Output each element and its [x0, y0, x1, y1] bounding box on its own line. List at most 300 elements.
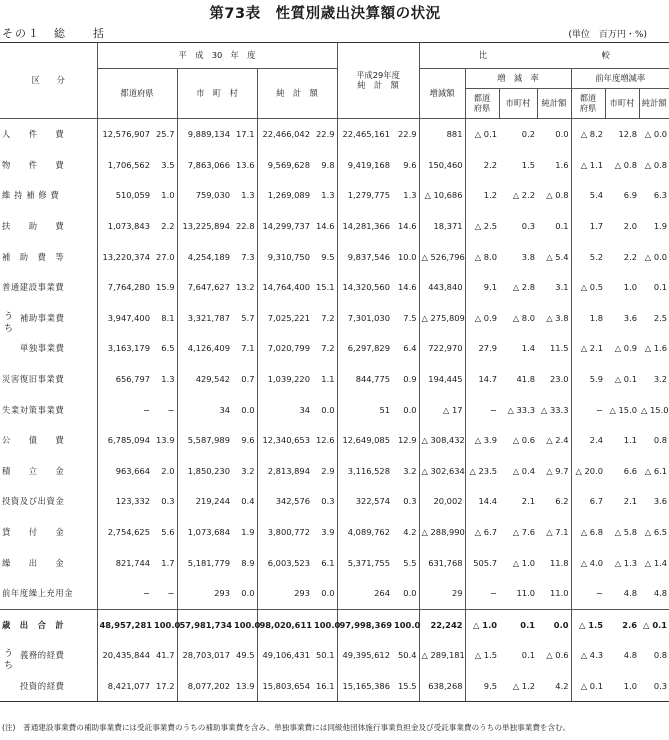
cell: 2.4: [589, 435, 603, 446]
cell: △ 2.4: [537, 425, 571, 456]
cell: 20,002: [419, 486, 465, 517]
cell: △ 9.7: [537, 456, 571, 487]
cell: 1.3: [312, 180, 337, 211]
table-row: [0, 180, 669, 211]
cell: △ 8.2: [580, 129, 603, 140]
row-label: 貸 付 金: [0, 517, 97, 548]
cell: 0.2: [521, 129, 535, 140]
cell: 638,268: [419, 671, 465, 702]
cell: 12.8: [618, 129, 637, 140]
cell: −: [490, 404, 497, 415]
cell: 821,744: [115, 557, 150, 568]
cell: 722,970: [419, 333, 465, 364]
cell: 2.2: [152, 211, 177, 242]
cell: 16.1: [312, 671, 337, 702]
cell: 12.9: [392, 425, 419, 456]
header-sub-pref-b: 都道 府県: [571, 89, 605, 119]
cell: 14,320,560: [342, 282, 390, 293]
header-shichoson: 市 町 村: [177, 69, 257, 119]
cell: 7.1: [232, 333, 257, 364]
table-row: [0, 211, 669, 242]
cell: 17.1: [232, 119, 257, 150]
cell: 49,395,612: [342, 650, 390, 661]
row-label: 失業対策事業費: [0, 394, 97, 425]
cell: △ 1.2: [499, 671, 537, 702]
cell: 1.0: [152, 180, 177, 211]
cell: 6.7: [589, 496, 603, 507]
row-label: 普通建設事業費: [0, 272, 97, 303]
cell: −: [596, 404, 603, 415]
cell: △ 0.1: [474, 129, 497, 140]
row-label: 投資及び出資金: [0, 486, 97, 517]
table-row: [0, 364, 669, 395]
cell: 8.9: [232, 547, 257, 578]
cell: 0.0: [537, 609, 571, 640]
header-comparison: 比 較: [419, 43, 669, 69]
cell: 100.0: [152, 609, 177, 640]
cell: △ 1.1: [580, 159, 603, 170]
header-todofuken: 都道府県: [97, 69, 177, 119]
cell: 12,576,907: [102, 129, 150, 140]
cell: 7,301,030: [347, 312, 390, 323]
table-row: [0, 241, 669, 272]
row-label: 義務的経費 う ち: [0, 640, 97, 671]
cell: 13.9: [232, 671, 257, 702]
cell: 0.3: [392, 486, 419, 517]
cell: 3.2: [392, 456, 419, 487]
cell: △ 15.0: [641, 404, 669, 415]
row-label: 補 助 費 等: [0, 241, 97, 272]
cell: 1,279,775: [347, 190, 390, 201]
cell: 1.5: [521, 159, 535, 170]
cell: 57,981,734: [179, 619, 232, 630]
cell: 0.0: [312, 394, 337, 425]
cell: 13,220,374: [102, 251, 150, 262]
cell: 0.8: [653, 650, 668, 661]
cell: 2.1: [521, 496, 535, 507]
cell: 1,269,089: [267, 190, 310, 201]
cell: 9,569,628: [267, 159, 310, 170]
cell: △ 5.8: [614, 527, 637, 538]
cell: 15,165,386: [337, 671, 392, 702]
cell: 8,077,202: [177, 671, 232, 702]
cell: 844,775: [355, 374, 390, 385]
cell: 2.2: [483, 159, 497, 170]
cell: △ 0.1: [643, 619, 668, 630]
cell: 48,957,281: [99, 619, 152, 630]
cell: 2.6: [622, 619, 637, 630]
cell: 9,837,546: [347, 251, 390, 262]
cell: 631,768: [419, 547, 465, 578]
cell: 4.2: [537, 671, 571, 702]
row-label: 投資的経費: [0, 671, 97, 702]
cell: △ 8.0: [512, 312, 535, 323]
table-row: [0, 333, 669, 364]
cell: 1.7: [589, 221, 603, 232]
cell: 3,321,787: [187, 312, 230, 323]
cell: 9.5: [312, 241, 337, 272]
cell: 759,030: [195, 190, 230, 201]
cell: 22.9: [312, 119, 337, 150]
table-row: [0, 303, 669, 334]
cell: 9,310,750: [267, 251, 310, 262]
cell: 14,281,366: [342, 221, 390, 232]
page-title: 第73表 性質別歳出決算額の状況: [209, 6, 441, 22]
cell: 3,163,179: [107, 343, 150, 354]
cell: 1.1: [312, 364, 337, 395]
cell: 1.1: [623, 435, 637, 446]
cell: 7,863,066: [187, 159, 230, 170]
cell: 3,947,400: [107, 312, 150, 323]
cell: 8.1: [152, 303, 177, 334]
cell: 10.0: [392, 241, 419, 272]
cell: 22,242: [419, 609, 465, 640]
cell: △ 7.1: [537, 517, 571, 548]
cell: 20,435,844: [102, 650, 150, 661]
table-row: [0, 456, 669, 487]
cell: 1.3: [392, 180, 419, 211]
cell: 2.2: [623, 251, 637, 262]
table-row: [0, 517, 669, 548]
cell: △ 8.0: [474, 251, 497, 262]
cell: 7,764,280: [107, 282, 150, 293]
table-row: [0, 671, 669, 702]
cell: 1,706,562: [107, 159, 150, 170]
cell: 7,020,799: [267, 343, 310, 354]
cell: 29: [419, 578, 465, 609]
cell: 5.6: [152, 517, 177, 548]
cell: 0.0: [537, 119, 571, 150]
cell: △ 20.0: [575, 465, 603, 476]
cell: 2.9: [312, 456, 337, 487]
cell: 881: [419, 119, 465, 150]
cell: 3.6: [623, 312, 637, 323]
cell: 12.6: [312, 425, 337, 456]
cell: 1.9: [232, 517, 257, 548]
header-sub-pref: 都道 府県: [465, 89, 499, 119]
cell: 11.5: [537, 333, 571, 364]
cell: 9,419,168: [347, 159, 390, 170]
cell: 194,445: [419, 364, 465, 395]
table-row: [0, 640, 669, 671]
cell: −: [152, 578, 177, 609]
cell: 41.7: [152, 640, 177, 671]
cell: 5.9: [589, 374, 603, 385]
cell: 1.4: [521, 343, 535, 354]
header-sub-net-b: 純計額: [641, 97, 667, 108]
table-row: [0, 609, 669, 640]
table-row: [0, 547, 669, 578]
cell: 1,073,843: [107, 221, 150, 232]
cell: △ 33.3: [507, 404, 535, 415]
cell: 1.9: [653, 221, 668, 232]
header-zennen: 前年度増減率: [571, 69, 669, 89]
row-label: 扶 助 費: [0, 211, 97, 242]
cell: 13.2: [232, 272, 257, 303]
cell: 2.1: [623, 496, 637, 507]
cell: 7.2: [312, 333, 337, 364]
cell: △ 3.8: [537, 303, 571, 334]
cell: 0.0: [312, 578, 337, 609]
cell: 3.2: [232, 456, 257, 487]
cell: △ 6.8: [580, 527, 603, 538]
cell: 27.9: [478, 343, 497, 354]
cell: △ 0.8: [614, 159, 637, 170]
cell: 100.0: [232, 609, 257, 640]
cell: 219,244: [195, 496, 230, 507]
row-label: 物 件 費: [0, 150, 97, 181]
cell: −: [152, 394, 177, 425]
cell: △ 1.0: [512, 557, 535, 568]
header-zougenritsu: 増 減 率: [465, 69, 571, 89]
cell: △ 17: [419, 394, 465, 425]
cell: △ 0.4: [512, 465, 535, 476]
cell: 14.6: [392, 272, 419, 303]
cell: 150,460: [419, 150, 465, 181]
row-label: 前年度繰上充用金: [0, 578, 97, 609]
cell: △ 1.6: [644, 343, 668, 354]
cell: 5,371,755: [347, 557, 390, 568]
cell: 0.0: [232, 578, 257, 609]
cell: 3.2: [653, 374, 668, 385]
cell: 97,998,369: [339, 619, 392, 630]
row-label: 公 債 費: [0, 425, 97, 456]
cell: △ 3.9: [474, 435, 497, 446]
cell: 7,025,221: [267, 312, 310, 323]
cell: 6,003,523: [267, 557, 310, 568]
cell: 2.0: [152, 456, 177, 487]
cell: △ 289,181: [419, 640, 465, 671]
cell: 22,466,042: [262, 129, 310, 140]
cell: 8,421,077: [97, 671, 152, 702]
cell: △ 1.5: [474, 650, 497, 661]
cell: 1.8: [589, 312, 603, 323]
cell: 12,340,653: [262, 435, 310, 446]
cell: 0.3: [521, 221, 535, 232]
cell: 9.8: [312, 150, 337, 181]
cell: 98,020,611: [259, 619, 312, 630]
cell: 963,664: [115, 465, 150, 476]
cell: 0.1: [653, 282, 668, 293]
row-label: 繰 出 金: [0, 547, 97, 578]
cell: 5.4: [589, 190, 603, 201]
cell: 50.1: [312, 640, 337, 671]
cell: △ 0.0: [644, 129, 668, 140]
cell: 4,254,189: [187, 251, 230, 262]
cell: △ 6.1: [644, 465, 668, 476]
table-row: [0, 272, 669, 303]
table-row: [0, 578, 669, 609]
cell: 4,126,409: [187, 343, 230, 354]
cell: 5.2: [589, 251, 603, 262]
cell: 0.3: [312, 486, 337, 517]
cell: 22,465,161: [342, 129, 390, 140]
cell: 293: [294, 588, 310, 599]
section-subtitle: その１ 総 括: [2, 27, 106, 40]
cell: 0.3: [152, 486, 177, 517]
cell: 7.2: [312, 303, 337, 334]
cell: 2.0: [623, 221, 637, 232]
cell: 34: [219, 404, 230, 415]
cell: −: [596, 588, 603, 599]
cell: 49.5: [232, 640, 257, 671]
cell: 0.1: [520, 619, 535, 630]
cell: 14.7: [478, 374, 497, 385]
cell: 0.3: [639, 671, 669, 702]
table-row: [0, 119, 669, 150]
cell: 12,649,085: [342, 435, 390, 446]
cell: 11.8: [537, 547, 571, 578]
cell: 0.0: [232, 394, 257, 425]
cell: 1,039,220: [267, 374, 310, 385]
cell: 7.5: [392, 303, 419, 334]
header-junkei: 純 計 額: [257, 69, 337, 119]
cell: 49,106,431: [262, 650, 310, 661]
cell: △ 4.0: [580, 557, 603, 568]
cell: 9,889,134: [187, 129, 230, 140]
row-label: 単独事業費: [0, 333, 97, 364]
table-row: [0, 486, 669, 517]
cell: 5,587,989: [187, 435, 230, 446]
cell: 13.6: [232, 150, 257, 181]
cell: 1.3: [232, 180, 257, 211]
cell: 505.7: [473, 557, 497, 568]
cell: △ 0.9: [474, 312, 497, 323]
cell: △ 0.8: [537, 180, 571, 211]
cell: 0.7: [232, 364, 257, 395]
cell: 14.6: [392, 211, 419, 242]
cell: 3.6: [653, 496, 668, 507]
cell: 17.2: [152, 671, 177, 702]
cell: △ 2.2: [512, 190, 535, 201]
cell: 7.3: [232, 241, 257, 272]
cell: 2,754,625: [107, 527, 150, 538]
table-row: [0, 394, 669, 425]
cell: 429,542: [195, 374, 230, 385]
cell: 14,764,400: [262, 282, 310, 293]
cell: 22.9: [392, 119, 419, 150]
cell: −: [143, 588, 150, 599]
cell: △ 4.3: [580, 650, 603, 661]
cell: 15,803,654: [257, 671, 312, 702]
cell: 510,059: [115, 190, 150, 201]
cell: 0.0: [392, 394, 419, 425]
cell: 1.7: [152, 547, 177, 578]
cell: 50.4: [392, 640, 419, 671]
row-label: 積 立 金: [0, 456, 97, 487]
cell: △ 33.3: [537, 394, 571, 425]
cell: 18,371: [419, 211, 465, 242]
unit-label: (単位 百万円・%): [568, 30, 647, 40]
cell: 4,089,762: [347, 527, 390, 538]
cell: △ 6.7: [474, 527, 497, 538]
cell: 13,225,894: [182, 221, 230, 232]
cell: 9.6: [232, 425, 257, 456]
header-zougengaku: 増減額: [419, 69, 465, 119]
cell: 0.9: [392, 364, 419, 395]
footnote: (注) 普通建設事業費の補助事業費には受託事業費のうちの補助事業費を含み、単独事業費には同級他団体施行事業負担金及び受託事業費のうちの単独事業費を含む。: [2, 723, 571, 732]
cell: 1.3: [152, 364, 177, 395]
table-row: [0, 150, 669, 181]
cell: 1.0: [605, 671, 639, 702]
cell: 6.2: [537, 486, 571, 517]
header-h29: 平成29年度 純 計 額: [337, 43, 419, 119]
cell: 15.5: [392, 671, 419, 702]
cell: 3,116,528: [347, 465, 390, 476]
cell: △ 0.1: [571, 671, 605, 702]
cell: 123,332: [115, 496, 150, 507]
header-sub-net: 純計額: [537, 89, 571, 119]
cell: △ 0.9: [614, 343, 637, 354]
header-sub-muni: 市町村: [499, 89, 537, 119]
cell: 6.9: [623, 190, 637, 201]
cell: 0.0: [392, 578, 419, 609]
cell: 3.9: [312, 517, 337, 548]
cell: 51: [379, 404, 390, 415]
cell: 23.0: [537, 364, 571, 395]
uchi-bracket: う ち: [4, 649, 14, 672]
cell: 443,840: [419, 272, 465, 303]
row-label: 歳 出 合 計: [0, 609, 97, 640]
cell: 34: [299, 404, 310, 415]
cell: 5.5: [392, 547, 419, 578]
cell: 4.8: [653, 588, 668, 599]
cell: 342,576: [275, 496, 310, 507]
cell: △ 5.4: [537, 241, 571, 272]
cell: △ 15.0: [609, 404, 637, 415]
cell: 0.4: [232, 486, 257, 517]
cell: 2.5: [653, 312, 668, 323]
cell: 656,797: [115, 374, 150, 385]
cell: △ 275,809: [419, 303, 465, 334]
cell: 3.1: [537, 272, 571, 303]
cell: 1.2: [483, 190, 497, 201]
cell: 1.6: [537, 150, 571, 181]
cell: 0.8: [653, 435, 668, 446]
cell: 6,297,829: [347, 343, 390, 354]
cell: △ 0.0: [644, 251, 668, 262]
cell: △ 6.5: [644, 527, 668, 538]
header-h30: 平 成 30 年 度: [97, 43, 337, 69]
cell: △ 0.6: [512, 435, 535, 446]
row-label: 維 持 補 修 費: [0, 180, 97, 211]
cell: 13.9: [152, 425, 177, 456]
uchi-bracket: う ち: [4, 311, 14, 334]
cell: △ 1.3: [614, 557, 637, 568]
cell: 6.5: [152, 333, 177, 364]
cell: △ 7.6: [512, 527, 535, 538]
cell: △ 10,686: [419, 180, 465, 211]
cell: 4.2: [392, 517, 419, 548]
cell: 3.8: [521, 251, 535, 262]
cell: 9.6: [392, 150, 419, 181]
cell: 14.4: [478, 496, 497, 507]
cell: 322,574: [355, 496, 390, 507]
cell: −: [490, 588, 497, 599]
cell: 11.0: [516, 588, 535, 599]
cell: 15.9: [152, 272, 177, 303]
cell: 9.1: [483, 282, 497, 293]
cell: 41.8: [516, 374, 535, 385]
cell: 293: [214, 588, 230, 599]
cell: △ 1.0: [473, 619, 497, 630]
cell: 1,850,230: [187, 465, 230, 476]
cell: 11.0: [537, 578, 571, 609]
cell: △ 302,634: [419, 456, 465, 487]
cell: 9.5: [465, 671, 499, 702]
cell: 14,299,737: [262, 221, 310, 232]
row-label: 人 件 費: [0, 119, 97, 150]
